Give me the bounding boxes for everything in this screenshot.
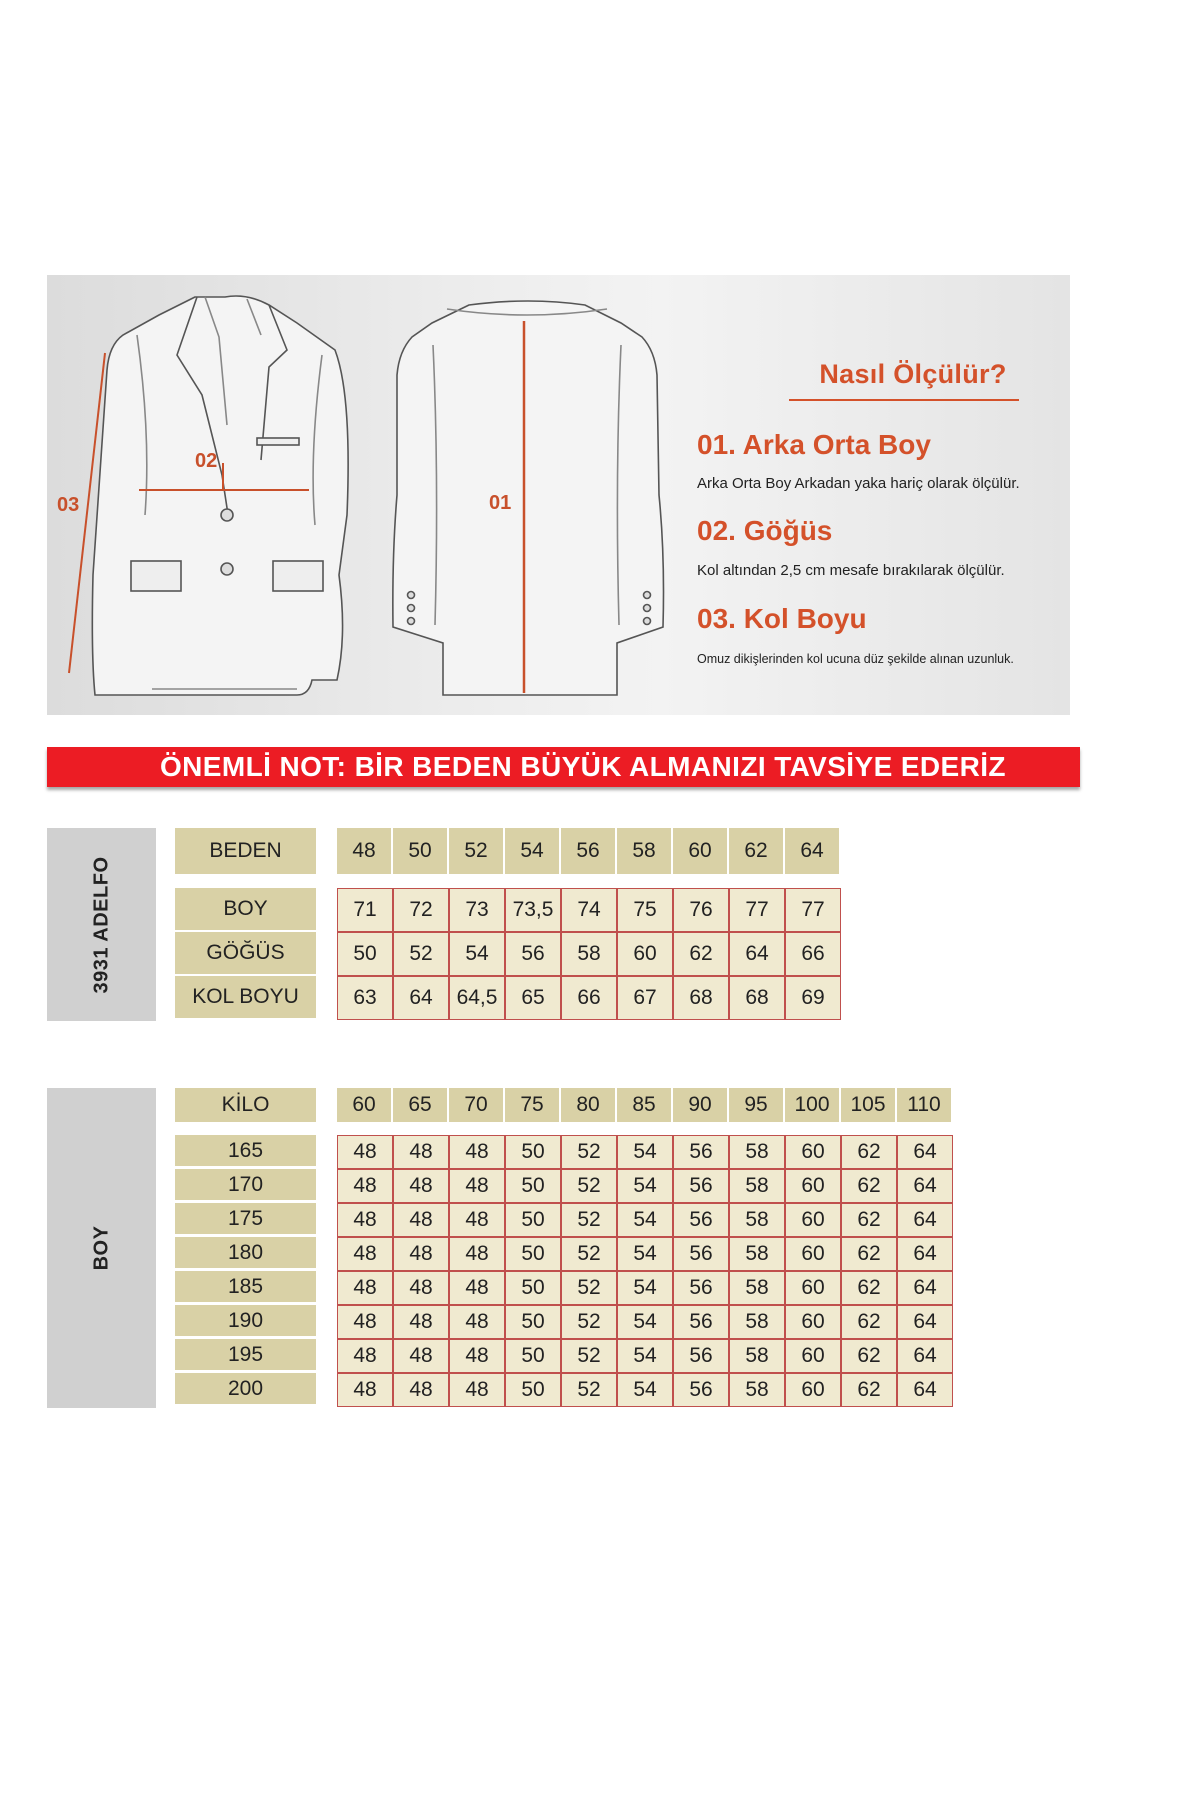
recommended-size-cell: 58	[729, 1271, 785, 1305]
recommended-size-cell: 56	[673, 1237, 729, 1271]
size-header-cell: 56	[561, 828, 617, 874]
recommended-size-cell: 60	[785, 1339, 841, 1373]
height-row-label: 165	[175, 1135, 316, 1166]
weight-header-cell: 60	[337, 1088, 393, 1122]
recommended-size-cell: 60	[785, 1169, 841, 1203]
step-2-title: 02. Göğüs	[697, 515, 833, 546]
size-cell: 77	[785, 888, 841, 932]
step-2-description: Kol altından 2,5 cm mesafe bırakılarak ölçülür.	[697, 562, 1005, 579]
height-row-label: 185	[175, 1271, 316, 1302]
how-to-measure-title: Nasıl Ölçülür?	[819, 359, 1007, 389]
size-cell: 64	[393, 976, 449, 1020]
recommended-size-cell: 50	[505, 1305, 561, 1339]
recommended-size-cell: 48	[337, 1135, 393, 1169]
recommended-size-cell: 52	[561, 1271, 617, 1305]
recommended-size-cell: 64	[897, 1305, 953, 1339]
size-cell: 58	[561, 932, 617, 976]
size-cell: 71	[337, 888, 393, 932]
recommended-size-cell: 48	[337, 1373, 393, 1407]
recommended-size-cell: 58	[729, 1203, 785, 1237]
recommended-size-cell: 62	[841, 1169, 897, 1203]
size-cell: 77	[729, 888, 785, 932]
recommended-size-cell: 56	[673, 1305, 729, 1339]
recommended-size-cell: 48	[393, 1203, 449, 1237]
recommended-size-cell: 62	[841, 1135, 897, 1169]
size-cell: 75	[617, 888, 673, 932]
size-cell: 76	[673, 888, 729, 932]
recommended-size-cell: 56	[673, 1373, 729, 1407]
recommended-size-cell: 54	[617, 1373, 673, 1407]
recommended-size-cell: 54	[617, 1135, 673, 1169]
recommended-size-cell: 58	[729, 1305, 785, 1339]
recommended-size-cell: 60	[785, 1373, 841, 1407]
recommended-size-cell: 48	[393, 1169, 449, 1203]
size-cell: 67	[617, 976, 673, 1020]
recommended-size-cell: 60	[785, 1135, 841, 1169]
size-cell: 74	[561, 888, 617, 932]
recommended-size-cell: 58	[729, 1237, 785, 1271]
size-row-label: BOY	[175, 888, 316, 930]
recommended-size-cell: 62	[841, 1237, 897, 1271]
recommended-size-cell: 64	[897, 1271, 953, 1305]
recommended-size-cell: 48	[449, 1373, 505, 1407]
size-header-cell: 52	[449, 828, 505, 874]
recommended-size-cell: 62	[841, 1373, 897, 1407]
recommended-size-cell: 50	[505, 1203, 561, 1237]
size-cell: 60	[617, 932, 673, 976]
height-side-label	[47, 1088, 156, 1408]
height-row-label: 195	[175, 1339, 316, 1370]
important-note-bar	[47, 747, 1080, 787]
recommended-size-cell: 54	[617, 1339, 673, 1373]
recommended-size-cell: 58	[729, 1169, 785, 1203]
recommended-size-cell: 56	[673, 1135, 729, 1169]
recommended-size-cell: 48	[337, 1237, 393, 1271]
recommended-size-cell: 50	[505, 1339, 561, 1373]
recommended-size-cell: 52	[561, 1203, 617, 1237]
size-cell: 54	[449, 932, 505, 976]
recommended-size-cell: 62	[841, 1203, 897, 1237]
label-01: 01	[489, 492, 512, 514]
recommended-size-cell: 54	[617, 1271, 673, 1305]
recommended-size-cell: 56	[673, 1339, 729, 1373]
size-cell: 62	[673, 932, 729, 976]
size-cell: 73	[449, 888, 505, 932]
recommended-size-cell: 56	[673, 1271, 729, 1305]
step-3-description: Omuz dikişlerinden kol ucuna düz şekilde alınan uzunluk.	[697, 652, 1014, 666]
recommended-size-cell: 48	[393, 1135, 449, 1169]
recommended-size-cell: 48	[393, 1373, 449, 1407]
recommended-size-cell: 48	[449, 1203, 505, 1237]
label-02: 02	[195, 450, 218, 472]
step-3-title: 03. Kol Boyu	[697, 603, 867, 634]
weight-header-label: KİLO	[175, 1088, 316, 1122]
weight-header-cell: 95	[729, 1088, 785, 1122]
size-header-cell: 60	[673, 828, 729, 874]
measurement-guide-banner	[47, 275, 1070, 715]
weight-header-cell: 105	[841, 1088, 897, 1122]
size-header-cell: 48	[337, 828, 393, 874]
height-row-label: 190	[175, 1305, 316, 1336]
height-row-label: 170	[175, 1169, 316, 1200]
model-side-label	[47, 828, 156, 1021]
recommended-size-cell: 54	[617, 1237, 673, 1271]
recommended-size-cell: 48	[337, 1203, 393, 1237]
size-header-row	[337, 828, 841, 874]
recommended-size-cell: 48	[449, 1271, 505, 1305]
label-03: 03	[57, 494, 80, 516]
size-header-cell: 64	[785, 828, 841, 874]
size-cell: 68	[673, 976, 729, 1020]
size-header-label: BEDEN	[175, 828, 316, 874]
recommended-size-cell: 64	[897, 1339, 953, 1373]
recommended-size-cell: 64	[897, 1135, 953, 1169]
size-header-cell: 58	[617, 828, 673, 874]
front-jacket-drawing	[92, 296, 348, 695]
size-cell: 68	[729, 976, 785, 1020]
step-1-description: Arka Orta Boy Arkadan yaka hariç olarak ölçülür.	[697, 475, 1020, 492]
recommended-size-cell: 50	[505, 1373, 561, 1407]
size-header-cell: 50	[393, 828, 449, 874]
weight-header-cell: 65	[393, 1088, 449, 1122]
back-jacket-drawing	[393, 301, 664, 695]
recommended-size-grid	[337, 1135, 953, 1407]
size-row-label: KOL BOYU	[175, 976, 316, 1018]
recommended-size-cell: 50	[505, 1237, 561, 1271]
recommended-size-cell: 60	[785, 1305, 841, 1339]
height-row-label: 175	[175, 1203, 316, 1234]
recommended-size-cell: 50	[505, 1271, 561, 1305]
weight-header-cell: 90	[673, 1088, 729, 1122]
weight-header-cell: 80	[561, 1088, 617, 1122]
recommended-size-cell: 48	[337, 1169, 393, 1203]
size-cell: 66	[561, 976, 617, 1020]
height-row-label: 180	[175, 1237, 316, 1268]
recommended-size-cell: 54	[617, 1169, 673, 1203]
recommended-size-cell: 64	[897, 1237, 953, 1271]
height-row-label: 200	[175, 1373, 316, 1404]
size-cell: 69	[785, 976, 841, 1020]
weight-header-cell: 110	[897, 1088, 953, 1122]
height-axis-label: BOY	[90, 1225, 112, 1271]
recommended-size-cell: 64	[897, 1373, 953, 1407]
recommended-size-cell: 56	[673, 1203, 729, 1237]
important-note-text: ÖNEMLİ NOT: BİR BEDEN BÜYÜK ALMANIZI TAVSİYE EDERİZ	[160, 751, 1006, 782]
size-cell: 52	[393, 932, 449, 976]
recommended-size-cell: 52	[561, 1169, 617, 1203]
size-cell: 65	[505, 976, 561, 1020]
weight-header-row	[337, 1088, 953, 1122]
recommended-size-cell: 56	[673, 1169, 729, 1203]
size-header-cell: 54	[505, 828, 561, 874]
recommended-size-cell: 48	[337, 1305, 393, 1339]
recommended-size-cell: 54	[617, 1305, 673, 1339]
recommended-size-cell: 48	[393, 1305, 449, 1339]
size-cell: 64	[729, 932, 785, 976]
recommended-size-cell: 48	[449, 1339, 505, 1373]
recommended-size-cell: 64	[897, 1169, 953, 1203]
recommended-size-cell: 52	[561, 1237, 617, 1271]
recommended-size-cell: 50	[505, 1169, 561, 1203]
size-cell: 72	[393, 888, 449, 932]
recommended-size-cell: 48	[337, 1339, 393, 1373]
size-cell: 50	[337, 932, 393, 976]
size-row-label: GÖĞÜS	[175, 932, 316, 974]
recommended-size-cell: 60	[785, 1237, 841, 1271]
recommended-size-cell: 48	[449, 1305, 505, 1339]
recommended-size-cell: 48	[393, 1237, 449, 1271]
size-header-cell: 62	[729, 828, 785, 874]
weight-header-cell: 70	[449, 1088, 505, 1122]
recommended-size-cell: 50	[505, 1135, 561, 1169]
size-cell: 63	[337, 976, 393, 1020]
recommended-size-cell: 48	[393, 1271, 449, 1305]
recommended-size-cell: 60	[785, 1271, 841, 1305]
weight-header-cell: 75	[505, 1088, 561, 1122]
size-cell: 73,5	[505, 888, 561, 932]
recommended-size-cell: 58	[729, 1373, 785, 1407]
recommended-size-cell: 52	[561, 1339, 617, 1373]
weight-header-cell: 100	[785, 1088, 841, 1122]
recommended-size-cell: 58	[729, 1135, 785, 1169]
model-name: 3931 ADELFO	[90, 855, 112, 994]
recommended-size-cell: 62	[841, 1271, 897, 1305]
recommended-size-cell: 62	[841, 1339, 897, 1373]
recommended-size-cell: 52	[561, 1305, 617, 1339]
recommended-size-cell: 58	[729, 1339, 785, 1373]
recommended-size-cell: 62	[841, 1305, 897, 1339]
recommended-size-cell: 52	[561, 1373, 617, 1407]
size-cell: 56	[505, 932, 561, 976]
recommended-size-cell: 52	[561, 1135, 617, 1169]
title-underline	[789, 399, 1019, 401]
recommended-size-cell: 48	[449, 1237, 505, 1271]
recommended-size-cell: 54	[617, 1203, 673, 1237]
weight-header-cell: 85	[617, 1088, 673, 1122]
recommended-size-cell: 48	[449, 1135, 505, 1169]
size-cell: 64,5	[449, 976, 505, 1020]
recommended-size-cell: 48	[393, 1339, 449, 1373]
jacket-illustration	[47, 275, 747, 715]
recommended-size-cell: 60	[785, 1203, 841, 1237]
size-measurements-grid	[337, 888, 841, 1020]
recommended-size-cell: 48	[337, 1271, 393, 1305]
step-1-title: 01. Arka Orta Boy	[697, 429, 931, 460]
recommended-size-cell: 48	[449, 1169, 505, 1203]
recommended-size-cell: 64	[897, 1203, 953, 1237]
size-cell: 66	[785, 932, 841, 976]
